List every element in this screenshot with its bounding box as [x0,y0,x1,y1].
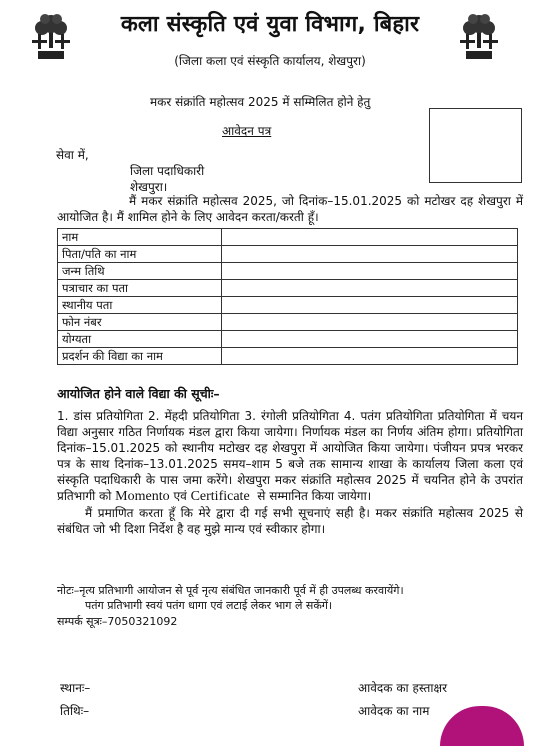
rules-text-end: से सम्मानित किया जायेगा। [257,489,372,503]
form-field-label: फोन नंबर [58,314,222,331]
form-field-label: पिता/पति का नाम [58,246,222,263]
note-line-2: पतंग प्रतिभागी स्वयं पतंग धागा एवं लटाई लेकर भाग ले सकेंगें। [85,599,333,612]
page-subtitle: (जिला कला एवं संस्कृति कार्यालय, शेखपुरा) [174,54,366,68]
contact-number: सम्पर्क सूत्रः–7050321092 [57,615,178,628]
form-row [58,246,518,263]
form-field-label: जन्म तिथि [58,263,222,280]
application-heading: आवेदन पत्र [222,124,272,138]
subject-line: मकर संक्रांति महोत्सव 2025 में सम्मिलित होने हेतु [150,95,371,109]
form-row [58,331,518,348]
declaration-paragraph: मैं प्रमाणित करता हूँ कि मेरे द्वारा दी गई सभी सूचनाएं सही है। मकर संक्रांति महोत्सव 2025 से संबंधित जो भी दिशा निर्देश है वह मुझे मान्य एवं स्वीकार होगा। [57,506,523,536]
certificate-word: Certificate [190,489,250,504]
note-line-1: नोटः–नृत्य प्रतिभागी आयोजन से पूर्व नृत्य संबंधित जानकारी पूर्व में ही उपलब्ध करवायेंगे। [57,584,404,597]
form-field-input[interactable] [222,246,518,263]
form-field-input[interactable] [222,331,518,348]
evam-word: एवं [173,489,187,503]
form-field-label: प्रदर्शन की विद्या का नाम [58,348,222,365]
form-row [58,348,518,365]
rules-body [57,408,523,537]
form-field-label: नाम [58,229,222,246]
application-form-table [57,228,518,365]
corner-decoration [440,706,524,746]
page-title: कला संस्कृति एवं युवा विभाग, बिहार [120,12,420,37]
form-row [58,297,518,314]
place-label: स्थानः– [60,681,91,695]
rules-text: 1. डांस प्रतियोगिता 2. मेंहदी प्रतियोगिता 3. रंगोली प्रतियोगिता 4. पतंग प्रतियोगिता प्रतियोगिता में चयन विद्या अनुसार गठित निर्णायक मंडल द्वारा किया जायेगा। निर्णायक मंडल का निर्णय अंतिम होगा। प्रतियोगिता दिनांक–15.01.2025 को स्थानीय मटोखर दह शेखपुरा में आयोजित किया जायेगा। पंजीयन प्रपत्र भरकर पत्र के साथ दिनांक–13.01.2025 समय–शाम 5 बजे तक सामान्य शाखा के कार्यालय जिला कला एवं संस्कृति पदाधिकारी के पास जमा करेंगे। शेखपुरा मकर संक्रांति महोत्सव 2025 में चयनित होने के उपरांत प्रतिभागी को [57,409,523,503]
competition-list-heading: आयोजित होने वाले विद्या की सूचीः– [57,386,220,401]
form-field-input[interactable] [222,280,518,297]
intro-paragraph: मैं मकर संक्रांति महोत्सव 2025, जो दिनांक–15.01.2025 को मटोखर दह शेखपुरा में आयोजित है। मैं शामिल होने के लिए आवेदन करता/करती हूँ। [57,194,523,224]
applicant-signature-label: आवेदक का हस्ताक्षर [358,681,447,695]
date-label: तिथिः– [60,704,90,718]
applicant-name-label: आवेदक का नाम [358,704,430,718]
form-field-input[interactable] [222,297,518,314]
addressee-line-2: शेखपुरा। [130,180,168,194]
form-field-label: योग्यता [58,331,222,348]
form-row [58,280,518,297]
momento-word: Momento [115,489,170,504]
form-field-input[interactable] [222,229,518,246]
salutation: सेवा में, [56,148,89,162]
addressee-line-1: जिला पदाधिकारी [130,164,205,178]
rules-paragraph [57,408,523,505]
form-field-input[interactable] [222,263,518,280]
form-field-label: स्थानीय पता [58,297,222,314]
form-field-input[interactable] [222,314,518,331]
form-field-input[interactable] [222,348,518,365]
photo-box[interactable] [429,108,522,183]
form-row [58,314,518,331]
form-row [58,229,518,246]
form-field-label: पत्राचार का पता [58,280,222,297]
note-block [57,583,527,613]
form-row [58,263,518,280]
